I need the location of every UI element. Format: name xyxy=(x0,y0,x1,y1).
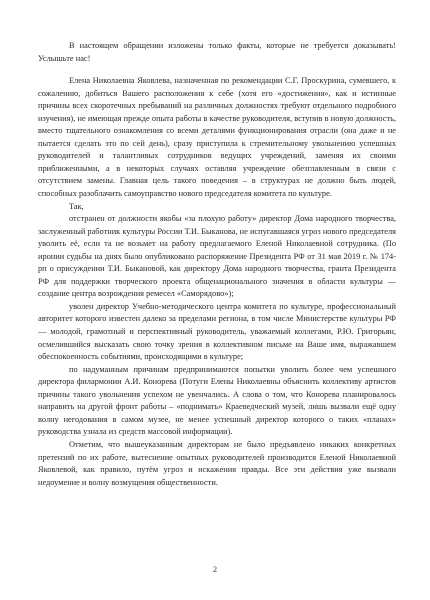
paragraph-konorev: по надуманным причинам предпринимаются попытки уволить более чем успешного директора филармонии А.И. Конорева (Потуги Елены Николаевны объяснить коллективу артистов причины такого увольнения успехом не увенчались. А слова о том, что Конорева планировалось направить на другой фронт работы – «поднимать» Краеведческий музей, лишь вызвали ещё одну волну негодования в самом музее, не менее успешный директор которого о таких «планах» руководства узнала из средств массовой информации). xyxy=(38,364,396,437)
paragraph-grigoryan: уволен директор Учебно-методического центра комитета по культуре, профессиональный авторитет которого известен далеко за пределами региона, в том числе Министерстве культуры РФ — молодой, грамотный и перспективный руководитель, уважаемый коллегами, Р.Ю. Григорьян, осмелившийся высказать свою точку зрения в коллективном письме на Ваше имя, выражавшем обеспокоенность событиями, происходящими в культуре; xyxy=(38,301,396,362)
paragraph-yakovleva: Елена Николаевна Яковлева, назначенная по рекомендации С.Г. Проскурина, сумевшего, к сожалению, добиться Вашего расположения к себе (хотя его «достижения», как и истинные причины всех скоротечных пребываний на различных должностях требуют отдельного подробного изучения), не имеющая прежде опыта работы в качестве руководителя, вступив в новую должность, вместо тщательного ознакомления со всеми деталями функционирования отрасли (она даже и не пытается сделать это по сей день), сразу приступила к стремительному увольнению успешных руководителей и талантливых сотрудников ведущих учреждений, заменяя их своими приближенными, а в некоторых случаях оставляя учреждение обезглавленным в связи с отсутствием замены. Главная цель такого поведения – в структурах не должно быть людей, способных разоблачить самоуправство нового председателя комитета по культуре. xyxy=(38,76,396,199)
paragraph-bykanova: отстранен от должности якобы «за плохую работу» директор Дома народного творчества, заслуженный работник культуры России Т.И. Быканова, не испугавшаяся угроз нового председателя уволить её, если та не возьмет на работу предлагаемого Еленой Николаевной сотрудника. (По иронии судьбы на днях было опубликовано распоряжение Президента РФ от 31 мая 2019 г. № 174-рп о присуждении Т.И. Быкановой, как директору Дома народного творчества, гранта Президента РФ для поддержки творческого проекта общенационального значения в области культуры — создание центра возрождения ремесел «Саморядово»); xyxy=(38,214,396,299)
paragraph-tak: Так, xyxy=(69,201,84,211)
paragraph-conclusion: Отметим, что вышеуказанным директорам не было предъявлено никаких конкретных претензий по их работе, вытеснение опытных руководителей производится Еленой Николаевной Яковлевой, как правило, путём угроз и искажения правды. Все эти действия уже вызвали недоумение и волну возмущения общественности. xyxy=(38,439,396,487)
page-number: 2 xyxy=(212,564,218,574)
paragraph-intro: В настоящем обращении изложены только факты, которые не требуется доказывать! Услышьте нас! xyxy=(38,41,396,63)
